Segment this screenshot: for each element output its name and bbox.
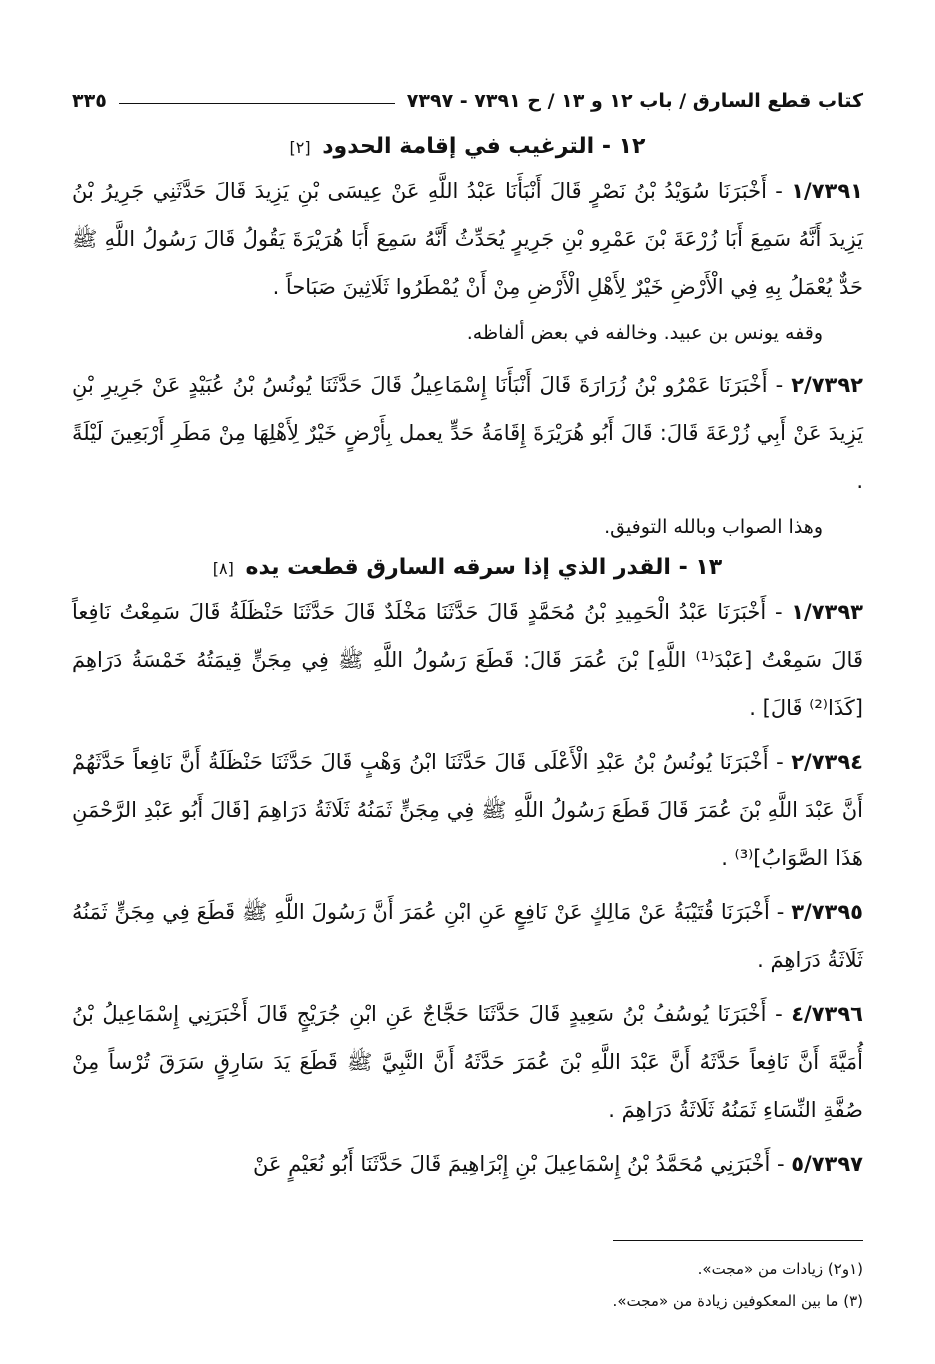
hadith-number: ١/٧٣٩١: [791, 179, 863, 203]
footnote-rule: [613, 1240, 863, 1241]
hadith-number: ٢/٧٣٩٤: [791, 750, 863, 774]
hadith-text: - أَخْبَرَنِي مُحَمَّدُ بْنُ إِسْمَاعِيلَ بْنِ إِبْرَاهِيمَ قَالَ حَدَّثَنَا أَبُو نُعَيْمٍ عَنْ: [252, 1152, 792, 1176]
chapter-count: [٢]: [289, 138, 311, 157]
chapter-heading-12: [72, 134, 863, 159]
hadith-7391: [72, 167, 863, 311]
page-number: ٣٣٥: [72, 90, 107, 112]
footnote-1-2: (١و٢) زيادات من «مجت».: [697, 1260, 863, 1278]
footnotes: [72, 1240, 863, 1317]
hadith-text: - أَخْبَرَنَا سُوَيْدُ بْنُ نَصْرٍ قَالَ أَنْبَأَنَا عَبْدُ اللَّهِ عَنْ عِيسَى بْنِ يَزِيدَ قَالَ حَدَّثَنِي جَرِيرُ بْنُ يَزِيدَ أَنَّهُ سَمِعَ أَبَا زُرْعَةَ بْنَ عَمْرِو بْنِ جَرِيرٍ يُحَدِّثُ أَنَّهُ سَمِعَ أَبَا هُرَيْرَةَ يَقُولُ قَالَ رَسُولُ اللَّهِ ﷺ حَدٌّ يُعْمَلُ بِهِ فِي الْأَرْضِ خَيْرٌ لِأَهْلِ الْأَرْضِ مِنْ أَنْ يُمْطَرُوا ثَلَاثِينَ صَبَاحاً .: [72, 179, 863, 299]
hadith-text: - أَخْبَرَنَا عَبْدُ الْحَمِيدِ بْنُ مُحَمَّدٍ قَالَ حَدَّثَنَا مَخْلَدٌ قَالَ حَدَّثَنَا حَنْظَلَةُ قَالَ سَمِعْتُ نَافِعاً قَالَ سَمِعْتُ [عَبْدَ⁽¹⁾ اللَّهِ] بْنَ عُمَرَ قَالَ: قَطَعَ رَسُولُ اللَّهِ ﷺ فِي مِجَنٍّ قِيمَتُهُ خَمْسَةُ دَرَاهِمَ [كَذَا⁽²⁾ قَالَ] .: [72, 600, 863, 720]
hadith-7397: [72, 1140, 863, 1188]
running-head: [72, 62, 863, 112]
hadith-text: - أَخْبَرَنَا عَمْرُو بْنُ زُرَارَةَ قَالَ أَنْبَأَنَا إِسْمَاعِيلُ قَالَ حَدَّثَنَا يُونُسُ بْنُ عُبَيْدٍ عَنْ جَرِيرِ بْنِ يَزِيدَ عَنْ أَبِي زُرْعَةَ قَالَ: قَالَ أَبُو هُرَيْرَةَ إِقَامَةُ حَدٍّ يعمل بِأَرْضٍ خَيْرٌ لِأَهْلِهَا مِنْ مَطَرِ أَرْبَعِينَ لَيْلَةً .: [72, 373, 863, 493]
running-head-rule: [119, 103, 395, 104]
hadith-number: ٢/٧٣٩٢: [791, 373, 863, 397]
hadith-text: - أَخْبَرَنَا يُوسُفُ بْنُ سَعِيدٍ قَالَ حَدَّثَنَا حَجَّاجٌ عَنِ ابْنِ جُرَيْجٍ قَالَ أَخْبَرَنِي إِسْمَاعِيلُ بْنُ أُمَيَّةَ أَنَّ نَافِعاً حَدَّثَهُ أَنَّ عَبْدَ اللَّهِ بْنَ عُمَرَ حَدَّثَهُ أَنَّ النَّبِيَّ ﷺ قَطَعَ يَدَ سَارِقٍ سَرَقَ تُرْساً مِنْ صُفَّةِ النِّسَاءِ ثَمَنُهُ ثَلَاثَةُ دَرَاهِمَ .: [72, 1002, 863, 1122]
hadith-number: ٥/٧٣٩٧: [791, 1152, 863, 1176]
hadith-7392: [72, 361, 863, 505]
chapter-title: ١٢ - الترغيب في إقامة الحدود: [322, 134, 646, 159]
chapter-count: [٨]: [212, 559, 234, 578]
hadith-number: ٣/٧٣٩٥: [791, 900, 863, 924]
hadith-7394: [72, 738, 863, 882]
hadith-text: - أَخْبَرَنَا قُتَيْبَةُ عَنْ مَالِكٍ عَنْ نَافِعٍ عَنِ ابْنِ عُمَرَ أَنَّ رَسُولَ اللَّهِ ﷺ قَطَعَ فِي مِجَنٍّ ثَمَنُهُ ثَلَاثَةُ دَرَاهِمَ .: [72, 900, 863, 972]
hadith-7395: [72, 888, 863, 984]
hadith-note: وهذا الصواب وبالله التوفيق.: [604, 516, 823, 538]
hadith-7393: [72, 588, 863, 732]
running-head-title: كتاب قطع السارق / باب ١٢ و ١٣ / ح ٧٣٩١ - ٧٣٩٧: [406, 90, 863, 112]
hadith-7396: [72, 990, 863, 1134]
footnote-3: (٣) ما بين المعكوفين زيادة من «مجت».: [612, 1292, 863, 1310]
hadith-number: ١/٧٣٩٣: [791, 600, 863, 624]
hadith-note: وقفه يونس بن عبيد. وخالفه في بعض ألفاظه.: [466, 322, 823, 344]
chapter-heading-13: [72, 555, 863, 580]
chapter-title: ١٣ - القدر الذي إذا سرقه السارق قطعت يده: [245, 555, 723, 580]
page-body: [72, 62, 863, 1188]
hadith-number: ٤/٧٣٩٦: [791, 1002, 863, 1026]
hadith-text: - أَخْبَرَنَا يُونُسُ بْنُ عَبْدِ الْأَعْلَى قَالَ حَدَّثَنَا ابْنُ وَهْبٍ قَالَ حَدَّثَنَا حَنْظَلَةُ أَنَّ نَافِعاً حَدَّثَهُمْ أَنَّ عَبْدَ اللَّهِ بْنَ عُمَرَ قَالَ قَطَعَ رَسُولُ اللَّهِ ﷺ فِي مِجَنٍّ ثَمَنُهُ ثَلَاثَةُ دَرَاهِمَ [قَالَ أَبُو عَبْدِ الرَّحْمَنِ هَذَا الصَّوَابُ]⁽³⁾ .: [72, 750, 863, 870]
